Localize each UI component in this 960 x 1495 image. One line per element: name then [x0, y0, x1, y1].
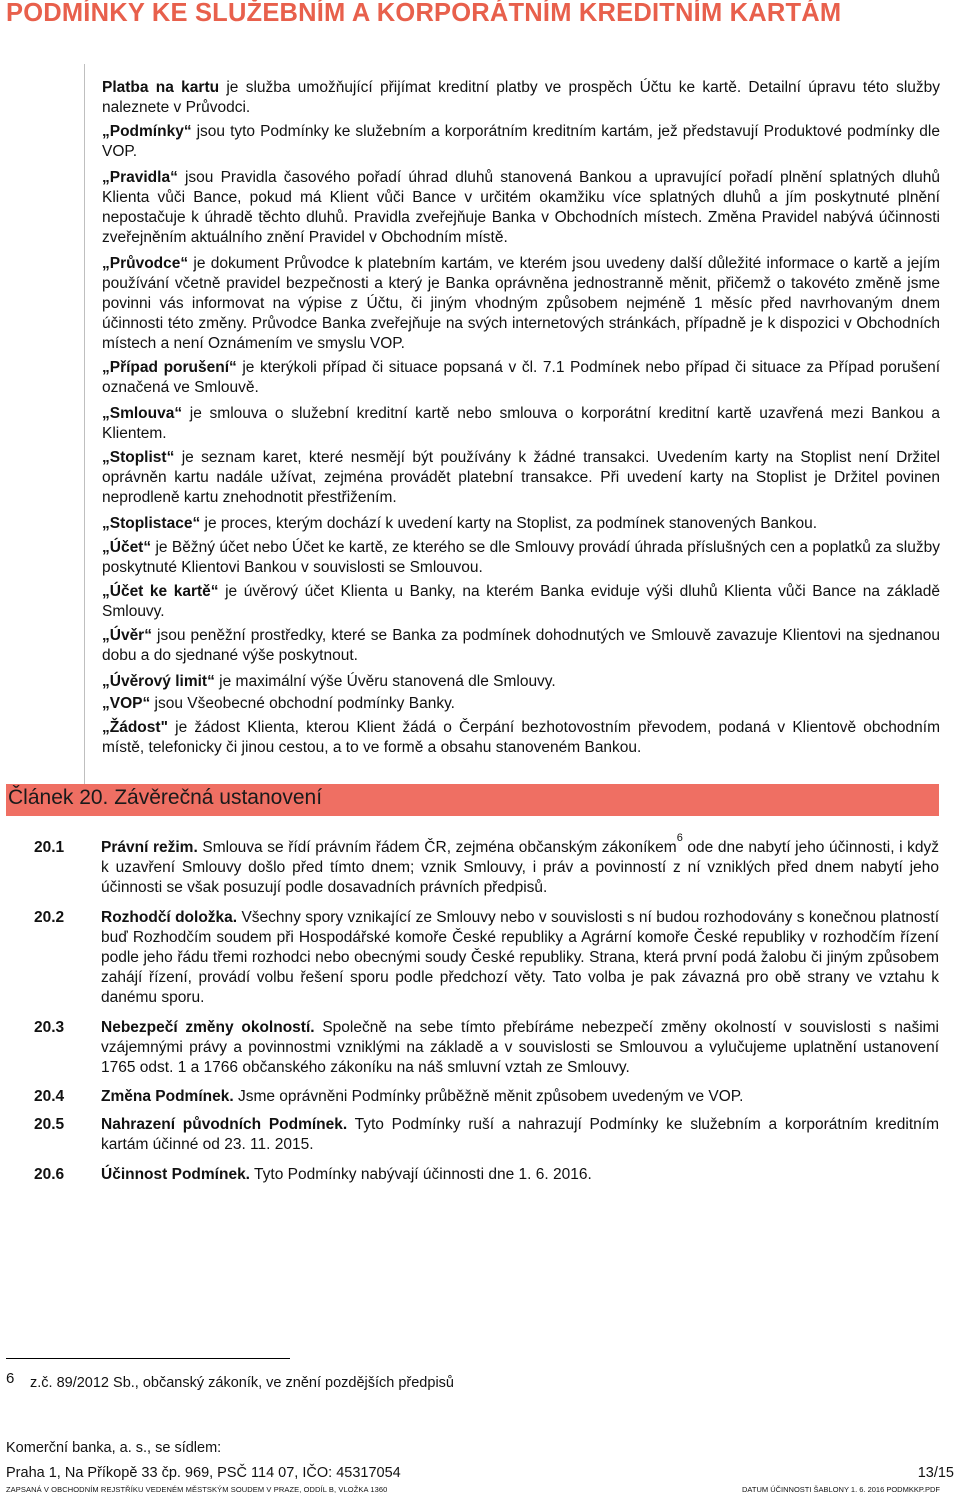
section-header [6, 784, 939, 816]
definition-item: „Stoplist“ je seznam karet, které nesmějí být používány k žádné transakci. Uvedením karty na Stoplist není Držitel oprávněn kartu nadále užívat, zejména provádět platební transakce. Při uvedení karty na Stoplist je Držitel povinen neprodleně kartu znehodnotit přestřižením. [102, 449, 940, 506]
definition-item: „Případ porušení“ je kterýkoli případ či situace popsaná v čl. 7.1 Podmínek nebo případ či situace za Případ porušení označená ve Smlouvě. [102, 359, 940, 396]
footer-validity: DATUM ÚČINNOSTI ŠABLONY 1. 6. 2016 PODMKKP.PDF [742, 1485, 940, 1494]
footer-register: ZAPSANÁ V OBCHODNÍM REJSTŘÍKU VEDENÉM MĚSTSKÝM SOUDEM V PRAZE, ODDÍL B, VLOŽKA 1360 [6, 1485, 388, 1494]
clause-text: Rozhodčí doložka. Všechny spory vznikající ze Smlouvy nebo v souvislosti s ní budou rozhodovány s konečnou platností buď Rozhodčím soudem při Hospodářské komoře České republiky a Agrární komoře České republiky v rozhodčím řízení podle jeho řádu třemi rozhodci nebo obecnými soudy České republiky. Strana, která první podá žalobu či jiným způsobem zahájí řízení, provádí volbu řešení sporu podle předchozí věty. Tato volba je pak závazná pro obě strany ve vztahu k danému sporu. [101, 909, 940, 1006]
definition-item: „Účet ke kartě“ je úvěrový účet Klienta u Banky, na kterém Banka eviduje výši dluhů Klienta vůči Bance na základě Smlouvy. [102, 583, 940, 620]
clause-number: 20.4 [34, 1088, 65, 1105]
definition-term: Podmínky [109, 123, 184, 140]
clause-text: Změna Podmínek. Jsme oprávněni Podmínky průběžně měnit způsobem uvedeným ve VOP. [101, 1088, 744, 1105]
definition-item: „Průvodce“ je dokument Průvodce k platebním kartám, ve kterém jsou uvedeny další důležité informace o kartě a jejím používání včetně pravidel bezpečnosti a který je Banka oprávněna jednostranně měnit, přičemž o takovéto změně jsme povinni vás informovat na výpise z Účtu, či jiným vhodným způsobem nejméně 1 měsíc před navrhovaným dnem účinnosti této změny. Průvodce Banka zveřejňuje na svých internetových stránkách, případně je k dispozici v Obchodních místech a není Oznámením ve smyslu VOP. [102, 255, 940, 352]
footnote-text: z.č. 89/2012 Sb., občanský zákoník, ve znění pozdějších předpisů [30, 1375, 454, 1391]
clause-text: Účinnost Podmínek. Tyto Podmínky nabývají účinnosti dne 1. 6. 2016. [101, 1166, 592, 1183]
section-title: Článek 20. Závěrečná ustanovení [8, 786, 323, 809]
definition-item: Platba na kartu je služba umožňující přijímat kreditní platby ve prospěch Účtu ke kartě. Detailní úpravu této služby naleznete v Průvodci. [102, 79, 940, 116]
definition-term: Stoplistace [109, 515, 193, 532]
definition-term: Platba na kartu [102, 79, 220, 96]
page-title: PODMÍNKY KE SLUŽEBNÍM A KORPORÁTNÍM KREDITNÍM KARTÁM [6, 0, 842, 27]
definition-item: „Pravidla“ jsou Pravidla časového pořadí úhrad dluhů stanovená Bankou a upravující pořadí plnění splatných dluhů Klienta vůči Bance, pokud má Klient vůči Bance v určitém okamžiku více splatných dluhů a jím poskytnuté plnění nepostačuje k úhradě těchto dluhů. Pravidla zveřejňuje Banka v Obchodních místech. Změna Pravidel nabývá účinnosti zveřejněním aktuálního znění Pravidel v Obchodním místě. [102, 169, 940, 246]
footer-seat: Komerční banka, a. s., se sídlem: [6, 1440, 222, 1456]
footnote-reference: 6 [676, 832, 683, 844]
clause-text: Právní režim. Smlouva se řídí právním řádem ČR, zejména občanským zákoníkem$^6$ ode dne nabytí jeho účinnosti, i když k uzavření Smlouvy došlo před tímto dnem; vznik Smlouvy, i práv a povinností z ní vzniklých před dnem nabytí jeho účinnosti se však posuzují podle dosavadních právních předpisů. [101, 832, 939, 896]
definition-item: „Podmínky“ jsou tyto Podmínky ke služebním a korporátním kreditním kartám, jež představují Produktové podmínky dle VOP. [102, 123, 940, 160]
definition-term: Účet ke kartě [109, 583, 211, 600]
clause-number: 20.2 [34, 909, 65, 926]
definition-item: „Smlouva“ je smlouva o služební kreditní kartě nebo smlouva o korporátní kreditní kartě uzavřená mezi Bankou a Klientem. [102, 405, 940, 442]
definition-item: „Úvěrový limit“ je maximální výše Úvěru stanovená dle Smlouvy. [102, 673, 556, 690]
footer-address: Praha 1, Na Příkopě 33 čp. 969, PSČ 114 07, IČO: 45317054 [6, 1465, 401, 1481]
definition-item: „Žádost" je žádost Klienta, kterou Klient žádá o Čerpání bezhotovostním převodem, podaná v Klientově obchodním místě, telefonicky či jinou cestou, a to ve formě a obsahu stanoveném Bankou. [102, 719, 940, 756]
clause-heading: Změna Podmínek. [101, 1088, 234, 1105]
definitions-list [84, 64, 940, 784]
definition-item: „Úvěr“ jsou peněžní prostředky, které se Banka za podmínek dohodnutých ve Smlouvě zavazuje Klientovi na sjednanou dobu a do sjednané výše poskytnout. [102, 627, 940, 664]
definition-term: Úvěr [109, 627, 145, 644]
clause-text: Nebezpečí změny okolností. Společně na sebe tímto přebíráme nebezpečí změny okolností v souvislosti s našimi vzájemnými právy a povinnostmi vzniklými na základě a v souvislosti se Smlouvou a vylučujeme uplatnění ustanovení 1765 odst. 1 a 1766 občanského zákoníku na náš smluvní vztah ze Smlouvy. [101, 1019, 939, 1076]
clause-heading: Účinnost Podmínek. [101, 1166, 250, 1183]
definition-term: VOP [109, 695, 143, 712]
definition-term: Případ porušení [109, 359, 230, 376]
definition-term: Účet [109, 539, 144, 556]
definition-term: Žádost [109, 719, 161, 736]
clause-number: 20.5 [34, 1116, 65, 1133]
definition-term: Pravidla [109, 169, 171, 186]
definition-item: „Účet“ je Běžný účet nebo Účet ke kartě, ze kterého se dle Smlouvy provádí úhrada příslušných cen a poplatků za služby poskytnuté Klientovi Bankou v souvislosti se Smlouvou. [102, 539, 940, 576]
clause-heading: Právní režim. [101, 839, 198, 856]
clause-number: 20.1 [34, 839, 65, 856]
clause-heading: Nahrazení původních Podmínek. [101, 1116, 348, 1133]
definition-item: „Stoplistace“ je proces, kterým dochází k uvedení karty na Stoplist, za podmínek stanovených Bankou. [102, 515, 818, 532]
page-number: 13/15 [917, 1465, 954, 1481]
footnote-separator [6, 1358, 290, 1359]
footnote-mark: 6 [6, 1370, 15, 1387]
definition-term: Smlouva [109, 405, 175, 422]
definition-term: Úvěrový limit [109, 673, 208, 690]
clause-number: 20.6 [34, 1166, 65, 1183]
clause-number: 20.3 [34, 1019, 65, 1036]
definition-item: „VOP“ jsou Všeobecné obchodní podmínky Banky. [102, 695, 455, 712]
definition-term: Průvodce [109, 255, 181, 272]
clause-heading: Rozhodčí doložka. [101, 909, 238, 926]
clause-heading: Nebezpečí změny okolností. [101, 1019, 315, 1036]
definition-term: Stoplist [109, 449, 167, 466]
clause-text: Nahrazení původních Podmínek. Tyto Podmínky ruší a nahrazují Podmínky ke služebním a korporátním kreditním kartám účinné od 23. 11. 2015. [101, 1116, 939, 1153]
